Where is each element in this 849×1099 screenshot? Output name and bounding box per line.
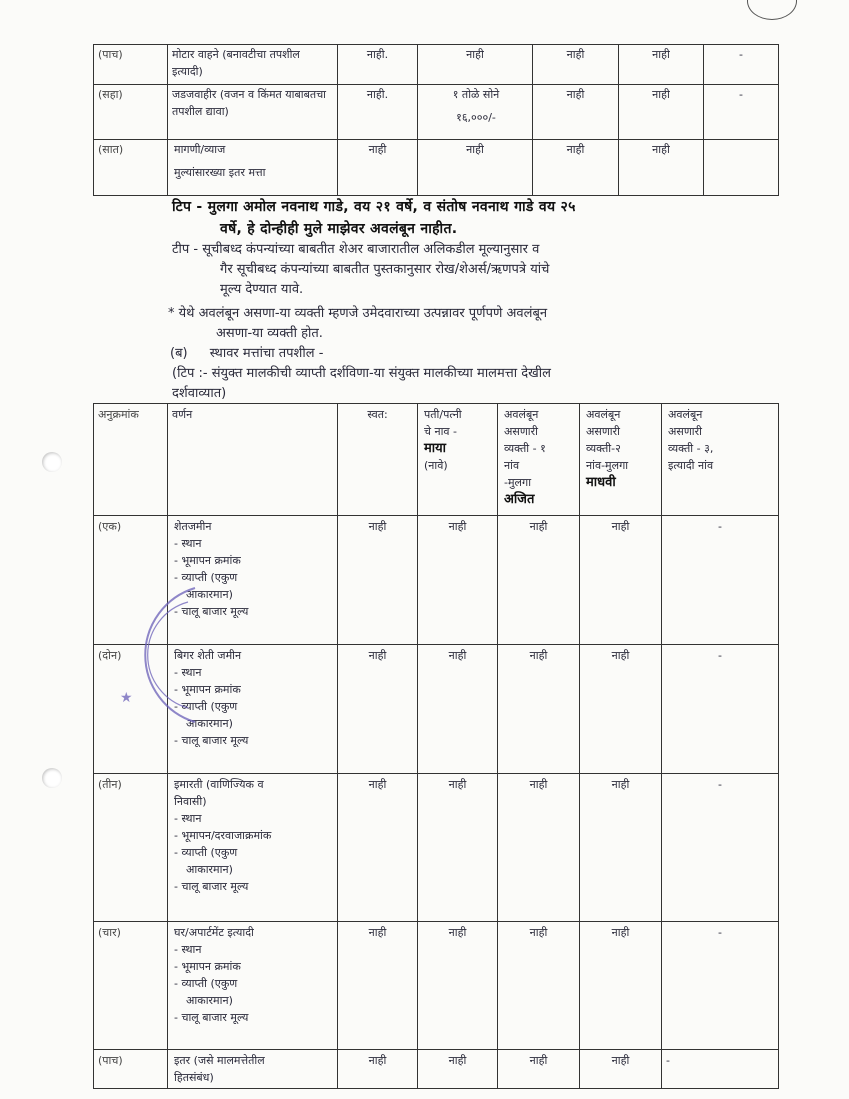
table-row (94, 922, 779, 1050)
row-description: इमारती (वाणिज्यिक व निवासी) - स्थान - भूमापन/दरवाजाक्रमांक - व्याप्ती (एकुण आकारमान) - चालू बाजार मूल्य (168, 774, 338, 922)
corner-mark (747, 0, 797, 20)
official-stamp (100, 580, 220, 730)
row-description: मागणी/व्याज मुल्यांसारख्या इतर मत्ता (168, 140, 338, 196)
cell-dependent-3 (704, 140, 779, 196)
immovable-assets-table (93, 403, 779, 1089)
header-spouse: पती/पत्नी चे नाव - माया (नावे) (418, 404, 498, 516)
cell-spouse: नाही (418, 516, 498, 645)
header-self: स्वत: (338, 404, 418, 516)
cell-dependent-2: नाही (619, 85, 704, 140)
cell-dependent-2: नाही (580, 645, 662, 774)
cell-dependent-2: नाही (619, 140, 704, 196)
header-description: वर्णन (168, 404, 338, 516)
dependent-2-name: माधवी (586, 475, 616, 490)
table-row (94, 140, 779, 196)
dependent-1-name: अजित (504, 492, 535, 507)
cell-dependent-3: - (704, 85, 779, 140)
row-number: (दोन) (94, 645, 168, 774)
row-number: (पाच) (94, 45, 168, 85)
cell-spouse: नाही (418, 774, 498, 922)
header-dependent-1: अवलंबून असणारी व्यक्ती - १ नांव -मुलगा अजित (498, 404, 580, 516)
row-description: घर/अपार्टमेंट इत्यादी - स्थान - भूमापन क्रमांक - व्याप्ती (एकुण आकारमान) - चालू बाजार मूल्य (168, 922, 338, 1050)
row-number: (तीन) (94, 774, 168, 922)
svg-text:★: ★ (120, 690, 133, 706)
cell-spouse (418, 85, 533, 140)
row-description: इतर (जसे मालमत्तेतील हितसंबंध) (168, 1050, 338, 1089)
spouse-name: माया (424, 441, 447, 456)
section-b-heading (170, 344, 770, 364)
row-number: (सहा) (94, 85, 168, 140)
cell-self: नाही. (338, 45, 418, 85)
cell-self: नाही (338, 645, 418, 774)
table-header-row (94, 404, 779, 516)
cell-self: नाही. (338, 85, 418, 140)
row-description: बिगर शेती जमीन - स्थान - भूमापन क्रमांक - व्याप्ती (एकुण आकारमान) - चालू बाजार मूल्य (168, 645, 338, 774)
section-title: स्थावर मत्तांचा तपशील - (209, 346, 324, 361)
note-valuation: टीप - सूचीबध्द कंपन्यांच्या बाबतीत शेअर बाजारातील अलिकडील मूल्यानुसार व गैर सूचीबध्द कंपन्यांच्या बाबतीत पुस्तकानुसार रोख/शेअर्स/ऋणपत्रे यांचे मूल्य देण्यात यावे. (172, 242, 550, 297)
header-dependent-2: अवलंबून असणारी व्यक्ती-२ नांव-मुलगा माधवी (580, 404, 662, 516)
cell-self: नाही (338, 1050, 418, 1089)
cell-dependent-3: - (704, 45, 779, 85)
cell-dependent-1: नाही (498, 1050, 580, 1089)
cell-spouse: नाही (418, 140, 533, 196)
cell-dependent-1: नाही (498, 645, 580, 774)
cell-dependent-2: नाही (619, 45, 704, 85)
cell-dependent-2: नाही (580, 774, 662, 922)
cell-self: नाही (338, 922, 418, 1050)
cell-dependent-2: नाही (580, 516, 662, 645)
row-number: (एक) (94, 516, 168, 645)
cell-self: नाही (338, 140, 418, 196)
table-row (94, 85, 779, 140)
row-number: (सात) (94, 140, 168, 196)
header-dependent-3: अवलंबून असणारी व्यक्ती - ३, इत्यादी नांव (662, 404, 779, 516)
section-label: (ब) (170, 346, 188, 361)
cell-dependent-1: नाही (533, 140, 619, 196)
movable-assets-table (93, 44, 779, 196)
cell-dependent-3: - (662, 922, 779, 1050)
cell-spouse: नाही (418, 645, 498, 774)
cell-dependent-3: - (662, 516, 779, 645)
note-joint-ownership: (टिप :- संयुक्त मालकीची व्याप्ती दर्शविणा-या संयुक्त मालकीच्या मालमत्ता देखील दर्शवाव्यात) (172, 366, 551, 401)
cell-spouse: नाही (418, 1050, 498, 1089)
punch-hole (42, 768, 62, 788)
row-number: (पाच) (94, 1050, 168, 1089)
cell-dependent-1: नाही (533, 45, 619, 85)
table-row (94, 45, 779, 85)
row-number: (चार) (94, 922, 168, 1050)
note-dependents: * येथे अवलंबून असणा-या व्यक्ती म्हणजे उमेदवाराच्या उत्पन्नावर पूर्णपणे अवलंबून असणा-या व्यक्ती होत. (168, 306, 548, 341)
cell-dependent-1: नाही (498, 922, 580, 1050)
jewellery-item: १ तोळे सोने (452, 88, 500, 101)
cell-dependent-2: नाही (580, 1050, 662, 1089)
cell-spouse: नाही (418, 45, 533, 85)
cell-dependent-3: - (662, 645, 779, 774)
cell-dependent-3: - (662, 1050, 779, 1089)
punch-hole (42, 452, 62, 472)
cell-dependent-1: नाही (498, 516, 580, 645)
header-serial: अनुक्रमांक (94, 404, 168, 516)
table-row (94, 1050, 779, 1089)
row-description: मोटार वाहने (बनावटीचा तपशील इत्यादी) (168, 45, 338, 85)
cell-dependent-1: नाही (498, 774, 580, 922)
cell-dependent-2: नाही (580, 922, 662, 1050)
cell-self: नाही (338, 516, 418, 645)
table-row (94, 774, 779, 922)
jewellery-value: १६,०००/- (456, 111, 496, 124)
cell-self: नाही (338, 774, 418, 922)
row-description: जडजवाहीर (वजन व किंमत याबाबतचा तपशील द्यावा) (168, 85, 338, 140)
cell-dependent-1: नाही (533, 85, 619, 140)
row-description: शेतजमीन - स्थान - भूमापन क्रमांक - व्याप्ती (एकुण आकारमान) - चालू बाजार मूल्य (168, 516, 338, 645)
cell-dependent-3: - (662, 774, 779, 922)
note-sons: टिप - मुलगा अमोल नवनाथ गाडे, वय २१ वर्षे, व संतोष नवनाथ गाडे वय २५ वर्षे, हे दोन्हीही मुले माझेवर अवलंबून नाहीत. (172, 199, 576, 237)
cell-spouse: नाही (418, 922, 498, 1050)
